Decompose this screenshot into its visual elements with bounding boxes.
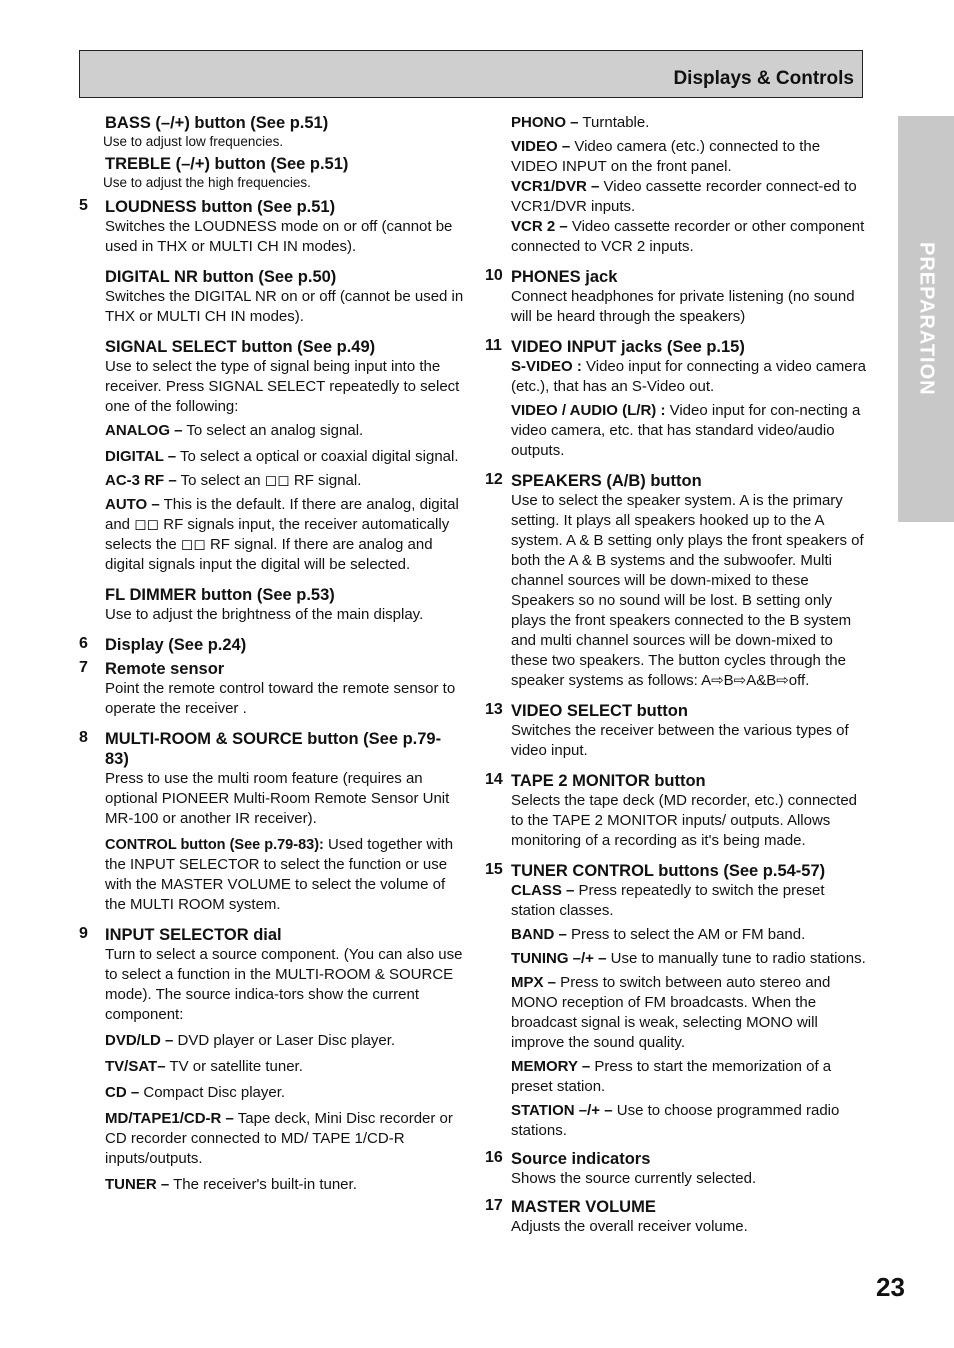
item-video-input bbox=[485, 337, 870, 461]
sub-item-text: Used together with the INPUT SELECTOR to select the function or use with the MASTER VOLUME to select the volume of the MULTI ROOM system. bbox=[105, 836, 454, 913]
section-title: Displays & Controls bbox=[673, 68, 854, 89]
sub-item-svideo bbox=[511, 357, 870, 397]
item-digital-nr bbox=[79, 267, 464, 327]
sub-item-text: Use to choose programmed radio stations. bbox=[511, 1102, 840, 1139]
item-number: 5 bbox=[79, 197, 88, 214]
item-heading: VIDEO INPUT jacks (See p.15) bbox=[511, 338, 745, 356]
sub-item-text: Video cassette recorder connect-ed to VCR1/DVR inputs. bbox=[511, 178, 857, 215]
item-heading: VIDEO SELECT button bbox=[511, 702, 688, 720]
item-number: 10 bbox=[485, 267, 503, 284]
sub-item-term: CONTROL button (See p.79-83): bbox=[105, 837, 324, 853]
sub-item-text: Video input for connecting a video camera (etc.), that has an S-Video out. bbox=[511, 358, 866, 395]
item-speakers bbox=[485, 471, 870, 691]
sub-item-ac3 bbox=[105, 471, 464, 491]
header-bar bbox=[79, 50, 863, 98]
sub-item-text: Video camera (etc.) connected to the VIDEO INPUT on the front panel. bbox=[511, 138, 821, 175]
sub-item-class bbox=[511, 881, 870, 921]
sub-item-band bbox=[511, 925, 870, 945]
item-multiroom bbox=[79, 729, 464, 915]
sub-item-text: Video cassette recorder or other component connected to VCR 2 inputs. bbox=[511, 218, 865, 255]
item-display bbox=[79, 635, 464, 655]
sub-item-video-audio bbox=[511, 401, 870, 461]
sub-item-memory bbox=[511, 1057, 870, 1097]
item-bass bbox=[79, 113, 464, 150]
item-description: Press to use the multi room feature (requires an optional PIONEER Multi-Room Remote Sensor Unit MR-100 or another IR receiver). bbox=[105, 770, 450, 827]
item-number: 15 bbox=[485, 861, 503, 878]
sub-item-text: Press to select the AM or FM band. bbox=[566, 926, 806, 943]
sub-item-term: MD/TAPE1/CD-R – bbox=[105, 1110, 234, 1127]
item-treble bbox=[79, 154, 464, 191]
item-description: Adjusts the overall receiver volume. bbox=[511, 1218, 748, 1235]
sub-item-tuner bbox=[105, 1175, 464, 1195]
sub-item-term: VIDEO / AUDIO (L/R) : bbox=[511, 402, 666, 419]
sub-item-text: Tape deck, Mini Disc recorder or CD recorder connected to MD/ TAPE 1/CD-R inputs/outputs. bbox=[105, 1110, 453, 1167]
sub-item-term: CD – bbox=[105, 1084, 140, 1101]
item-description: Point the remote control toward the remote sensor to operate the receiver . bbox=[105, 680, 456, 717]
sub-item-text: Use to manually tune to radio stations. bbox=[606, 950, 866, 967]
item-signal-select bbox=[79, 337, 464, 575]
item-description: Switches the receiver between the various types of video input. bbox=[511, 722, 849, 759]
item-heading: TUNER CONTROL buttons (See p.54-57) bbox=[511, 862, 826, 880]
sub-item-term: ANALOG – bbox=[105, 422, 183, 439]
item-sources-cont bbox=[485, 113, 870, 257]
sub-item-text: Video input for con-necting a video camera, etc. that has standard video/audio outputs. bbox=[511, 402, 861, 459]
item-number: 17 bbox=[485, 1197, 503, 1214]
item-heading: DIGITAL NR button (See p.50) bbox=[105, 268, 337, 286]
sub-item-md bbox=[105, 1109, 464, 1169]
item-number: 16 bbox=[485, 1149, 503, 1166]
item-phones bbox=[485, 267, 870, 327]
sub-item-digital bbox=[105, 447, 464, 467]
sub-item-term: VCR1/DVR – bbox=[511, 178, 600, 195]
sub-item-term: TUNER – bbox=[105, 1176, 170, 1193]
sub-item-term: S-VIDEO : bbox=[511, 358, 582, 375]
item-heading: PHONES jack bbox=[511, 268, 618, 286]
item-number: 6 bbox=[79, 635, 88, 652]
sub-item-term: DIGITAL – bbox=[105, 448, 177, 465]
item-number: 7 bbox=[79, 659, 88, 676]
sub-item-text: TV or satellite tuner. bbox=[165, 1058, 303, 1075]
sub-item-station bbox=[511, 1101, 870, 1141]
item-loudness bbox=[79, 197, 464, 257]
item-description: Use to adjust the brightness of the main display. bbox=[105, 606, 424, 623]
item-description: Switches the DIGITAL NR on or off (cannot be used in THX or MULTI CH IN modes). bbox=[105, 288, 464, 325]
sub-item-analog bbox=[105, 421, 464, 441]
item-number: 11 bbox=[485, 337, 502, 354]
sub-item-control bbox=[105, 835, 464, 915]
item-number: 14 bbox=[485, 771, 503, 788]
sub-item-term: DVD/LD – bbox=[105, 1032, 174, 1049]
sub-item-text: To select a optical or coaxial digital signal. bbox=[176, 448, 459, 465]
sub-item-term: CLASS – bbox=[511, 882, 575, 899]
item-video-select bbox=[485, 701, 870, 761]
item-heading: Remote sensor bbox=[105, 660, 225, 678]
sub-item-term: TV/SAT– bbox=[105, 1058, 166, 1075]
item-fl-dimmer bbox=[79, 585, 464, 625]
item-description: Use to adjust low frequencies. bbox=[103, 134, 284, 149]
left-column bbox=[79, 113, 464, 1195]
item-heading: INPUT SELECTOR dial bbox=[105, 926, 282, 944]
side-tab bbox=[898, 116, 954, 522]
right-column bbox=[485, 113, 870, 1237]
sub-item-term: MPX – bbox=[511, 974, 557, 991]
item-number: 8 bbox=[79, 729, 88, 746]
item-heading: FL DIMMER button (See p.53) bbox=[105, 586, 335, 604]
sub-item-text: Compact Disc player. bbox=[139, 1084, 286, 1101]
item-description: Use to select the type of signal being input into the receiver. Press SIGNAL SELECT repeatedly to select one of the following: bbox=[105, 358, 460, 415]
sub-item-text: To select an ◻◻ RF signal. bbox=[176, 472, 362, 489]
item-heading: SPEAKERS (A/B) button bbox=[511, 472, 702, 490]
sub-item-text: To select an analog signal. bbox=[182, 422, 364, 439]
sub-item-text: Press repeatedly to switch the preset station classes. bbox=[511, 882, 825, 919]
item-description: Selects the tape deck (MD recorder, etc.) connected to the TAPE 2 MONITOR inputs/ outputs. Allows monitoring of a recording as it's being made. bbox=[511, 792, 858, 849]
sub-item-term: PHONO – bbox=[511, 114, 579, 131]
item-heading: TAPE 2 MONITOR button bbox=[511, 772, 706, 790]
sub-item-mpx bbox=[511, 973, 870, 1053]
item-heading: TREBLE (–/+) button (See p.51) bbox=[105, 155, 349, 173]
page-number: 23 bbox=[876, 1272, 905, 1302]
item-description: Connect headphones for private listening (no sound will be heard through the speakers) bbox=[511, 288, 855, 325]
sub-item-text: The receiver's built-in tuner. bbox=[169, 1176, 357, 1193]
sub-item-term: AC-3 RF – bbox=[105, 472, 177, 489]
sub-item-vcr1 bbox=[511, 177, 870, 217]
sub-item-text: DVD player or Laser Disc player. bbox=[173, 1032, 396, 1049]
sub-item-term: VIDEO – bbox=[511, 138, 571, 155]
item-number: 9 bbox=[79, 925, 88, 942]
sub-item-phono bbox=[511, 113, 870, 133]
item-tuner-control bbox=[485, 861, 870, 1141]
item-description: Switches the LOUDNESS mode on or off (cannot be used in THX or MULTI CH IN modes). bbox=[105, 218, 453, 255]
sub-item-term: TUNING –/+ – bbox=[511, 950, 607, 967]
sub-item-vcr2 bbox=[511, 217, 870, 257]
item-tape2-monitor bbox=[485, 771, 870, 851]
item-heading: LOUDNESS button (See p.51) bbox=[105, 198, 336, 216]
sub-item-term: MEMORY – bbox=[511, 1058, 591, 1075]
item-master-volume bbox=[485, 1197, 870, 1237]
sub-item-text: Turntable. bbox=[578, 114, 650, 131]
sub-item-text: Press to switch between auto stereo and MONO reception of FM broadcasts. When the broadcast signal is weak, selecting MONO will improve the sound quality. bbox=[511, 974, 831, 1051]
sub-item-auto bbox=[105, 495, 464, 575]
sub-item-cd bbox=[105, 1083, 464, 1103]
sub-item-text: This is the default. If there are analog, digital and ◻◻ RF signals input, the receiver automatically selects the ◻◻ RF signal. If there are analog and digital signals input the digital will be selected. bbox=[105, 496, 459, 573]
item-description: Use to adjust the high frequencies. bbox=[103, 175, 311, 190]
sub-item-term: AUTO – bbox=[105, 496, 160, 513]
sub-item-term: VCR 2 – bbox=[511, 218, 568, 235]
item-source-indicators bbox=[485, 1149, 870, 1189]
sub-item-term: BAND – bbox=[511, 926, 567, 943]
item-heading: Display (See p.24) bbox=[105, 636, 247, 654]
item-heading: MASTER VOLUME bbox=[511, 1198, 656, 1216]
item-remote-sensor bbox=[79, 659, 464, 719]
item-description: Shows the source currently selected. bbox=[511, 1170, 757, 1187]
item-number: 13 bbox=[485, 701, 503, 718]
sub-item-video bbox=[511, 137, 870, 177]
sub-item-term: STATION –/+ – bbox=[511, 1102, 613, 1119]
item-heading: Source indicators bbox=[511, 1150, 651, 1168]
sub-item-tvsat bbox=[105, 1057, 464, 1077]
item-number: 12 bbox=[485, 471, 503, 488]
sub-item-text: Press to start the memorization of a preset station. bbox=[511, 1058, 832, 1095]
item-input-selector bbox=[79, 925, 464, 1195]
item-description: Use to select the speaker system. A is the primary setting. It plays all speakers hooked up to the A system. A & B setting only plays the front speakers of both the A & B systems and the subwoofer. Multi channel sources will be down-mixed to these Speakers so no sound will be lost. B setting only plays the front speakers connected to the B system and multi channel sources will be down-mixed to these two speakers. The button cycles through the speaker systems as follows: A⇨B⇨A&B⇨off. bbox=[511, 492, 864, 689]
item-description: Turn to select a source component. (You can also use to select a function in the MULTI-ROOM & SOURCE mode). The source indica-tors show the current component: bbox=[105, 946, 463, 1023]
item-heading: BASS (–/+) button (See p.51) bbox=[105, 114, 329, 132]
sub-item-tuning bbox=[511, 949, 870, 969]
item-heading: SIGNAL SELECT button (See p.49) bbox=[105, 338, 376, 356]
item-heading: MULTI-ROOM & SOURCE button (See p.79-83) bbox=[105, 730, 442, 768]
side-tab-label: PREPARATION bbox=[915, 242, 938, 396]
sub-item-dvd bbox=[105, 1031, 464, 1051]
